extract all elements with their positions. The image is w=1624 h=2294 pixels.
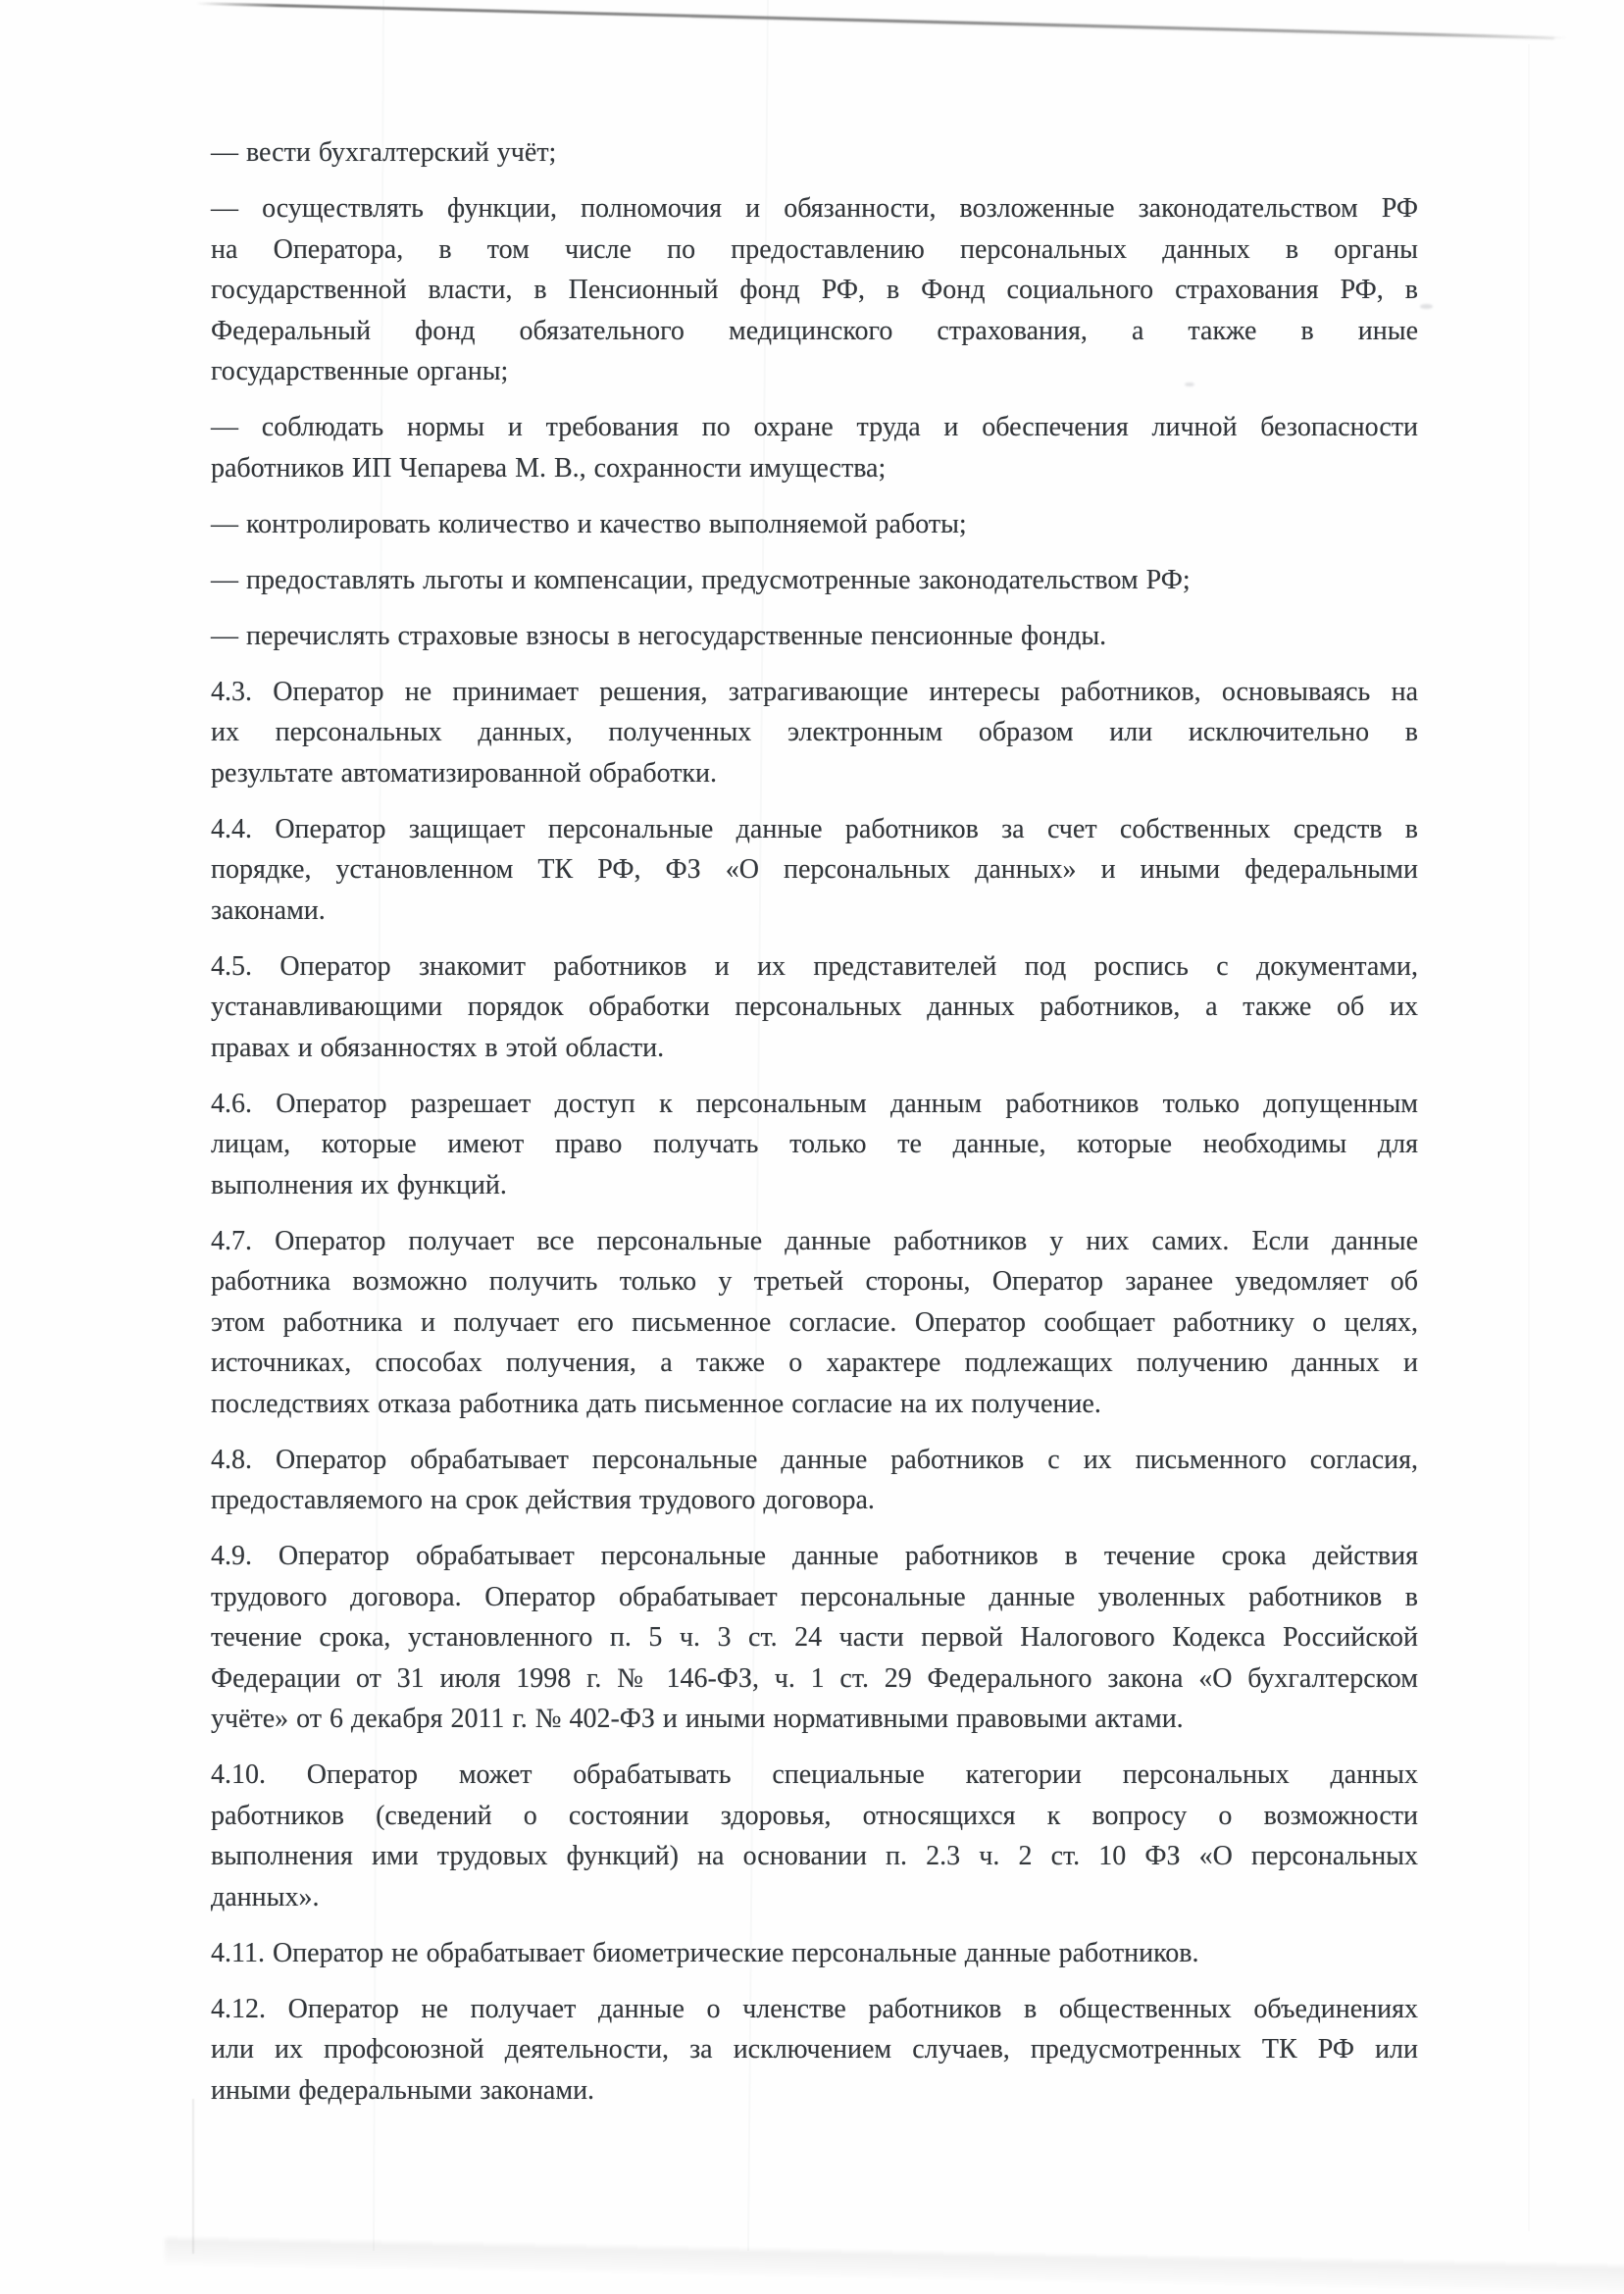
text-line: трудового договора. Оператор обрабатывает персональные данные уволенных работников в	[211, 1581, 1418, 1612]
scan-noise-speck	[1420, 304, 1433, 309]
text-line: устанавливающими порядок обработки персональных данных работников, а также об их	[211, 992, 1418, 1022]
page-top-edge-shadow-secondary	[691, 16, 1554, 39]
text-line: течение срока, установленного п. 5 ч. 3 ст. 24 части первой Налогового Кодекса Российской	[211, 1622, 1418, 1653]
paragraph-clause-4-3	[211, 672, 1418, 794]
paragraph-bullet-benefits	[211, 560, 1418, 601]
text-line: — осуществлять функции, полномочия и обязанности, возложенные законодательством РФ	[211, 193, 1418, 224]
text-line: 4.4. Оператор защищает персональные данные работников за счет собственных средств в	[211, 813, 1418, 844]
text-line: работников ИП Чепарева М. В., сохранности имущества;	[211, 452, 887, 484]
text-line: работника возможно получить только у третьей стороны, Оператор заранее уведомляет об	[211, 1266, 1418, 1297]
paragraph-clause-4-5	[211, 946, 1418, 1069]
text-line: предоставляемого на срок действия трудового договора.	[211, 1485, 875, 1515]
text-line: 4.9. Оператор обрабатывает персональные данные работников в течение срока действия	[211, 1541, 1418, 1571]
paragraph-clause-4-11	[211, 1933, 1418, 1974]
paragraph-clause-4-7	[211, 1221, 1418, 1425]
paragraph-clause-4-6	[211, 1084, 1418, 1206]
text-line: правах и обязанностях в этой области.	[211, 1032, 665, 1063]
text-line: 4.11. Оператор не обрабатывает биометрические персональные данные работников.	[211, 1937, 1199, 1968]
text-line: работников (сведений о состоянии здоровья, относящихся к вопросу о возможности	[211, 1800, 1418, 1831]
text-line: Федерации от 31 июля 1998 г. № 146-ФЗ, ч. 1 ст. 29 Федерального закона «О бухгалтерском	[211, 1662, 1418, 1694]
text-line: 4.7. Оператор получает все персональные данные работников у них самих. Если данные	[211, 1225, 1418, 1256]
text-line: государственные органы;	[211, 356, 509, 386]
paragraph-bullet-functions	[211, 188, 1418, 392]
text-line: Федеральный фонд обязательного медицинского страхования, а также в иные	[211, 315, 1418, 346]
text-line: — вести бухгалтерский учёт;	[211, 137, 557, 168]
text-line: — контролировать количество и качество выполняемой работы;	[211, 508, 967, 539]
text-line: законами.	[211, 894, 326, 926]
paragraph-clause-4-10	[211, 1755, 1418, 1917]
text-line: 4.12. Оператор не получает данные о членстве работников в общественных объединениях	[211, 1993, 1418, 2024]
paragraph-clause-4-12	[211, 1989, 1418, 2112]
text-line: источниках, способах получения, а также о характере подлежащих получению данных и	[211, 1348, 1418, 1378]
text-line: последствиях отказа работника дать письменное согласие на их получение.	[211, 1388, 1101, 1419]
text-line: — предоставлять льготы и компенсации, предусмотренные законодательством РФ;	[211, 564, 1191, 595]
text-line: результате автоматизированной обработки.	[211, 757, 718, 789]
text-line: выполнения ими трудовых функций) на основании п. 2.3 ч. 2 ст. 10 ФЗ «О персональных	[211, 1841, 1418, 1871]
text-line: или их профсоюзной деятельности, за исключением случаев, предусмотренных ТК РФ или	[211, 2034, 1418, 2065]
paragraph-bullet-control	[211, 504, 1418, 545]
document-text	[211, 132, 1418, 2126]
paragraph-bullet-accounting	[211, 132, 1418, 174]
text-line: 4.10. Оператор может обрабатывать специальные категории персональных данных	[211, 1759, 1418, 1790]
text-line: 4.6. Оператор разрешает доступ к персональным данным работников только допущенным	[211, 1088, 1418, 1119]
text-line: учёте» от 6 декабря 2011 г. № 402-ФЗ и иными нормативными правовыми актами.	[211, 1704, 1184, 1734]
paragraph-bullet-labor-safety	[211, 407, 1418, 488]
text-line: — соблюдать нормы и требования по охране труда и обеспечения личной безопасности	[211, 412, 1418, 442]
text-line: их персональных данных, полученных электронным образом или исключительно в	[211, 717, 1418, 747]
page-right-edge-shadow	[1528, 44, 1530, 2231]
paragraph-bullet-insurance	[211, 616, 1418, 657]
text-line: этом работника и получает его письменное согласие. Оператор сообщает работнику о целях,	[211, 1306, 1418, 1338]
text-line: порядке, установленном ТК РФ, ФЗ «О персональных данных» и иными федеральными	[211, 854, 1418, 885]
text-line: лицам, которые имеют право получать только те данные, которые необходимы для	[211, 1129, 1418, 1159]
text-line: выполнения их функций.	[211, 1169, 507, 1200]
scan-noise-speck	[1185, 382, 1194, 386]
page-bottom-edge-shadow	[165, 2238, 1624, 2292]
text-line: — перечислять страховые взносы в негосударственные пенсионные фонды.	[211, 620, 1107, 651]
paragraph-clause-4-9	[211, 1536, 1418, 1740]
text-line: иными федеральными законами.	[211, 2074, 595, 2106]
text-line: 4.5. Оператор знакомит работников и их представителей под роспись с документами,	[211, 950, 1418, 982]
text-line: государственной власти, в Пенсионный фонд РФ, в Фонд социального страхования РФ, в	[211, 275, 1418, 305]
page-left-edge-shadow	[192, 2099, 194, 2254]
paragraph-clause-4-8	[211, 1440, 1418, 1521]
paragraph-clause-4-4	[211, 809, 1418, 932]
text-line: на Оператора, в том числе по предоставлению персональных данных в органы	[211, 233, 1418, 265]
text-line: 4.8. Оператор обрабатывает персональные данные работников с их письменного согласия,	[211, 1444, 1418, 1475]
text-line: данных».	[211, 1881, 320, 1912]
text-line: 4.3. Оператор не принимает решения, затрагивающие интересы работников, основываясь на	[211, 676, 1418, 707]
